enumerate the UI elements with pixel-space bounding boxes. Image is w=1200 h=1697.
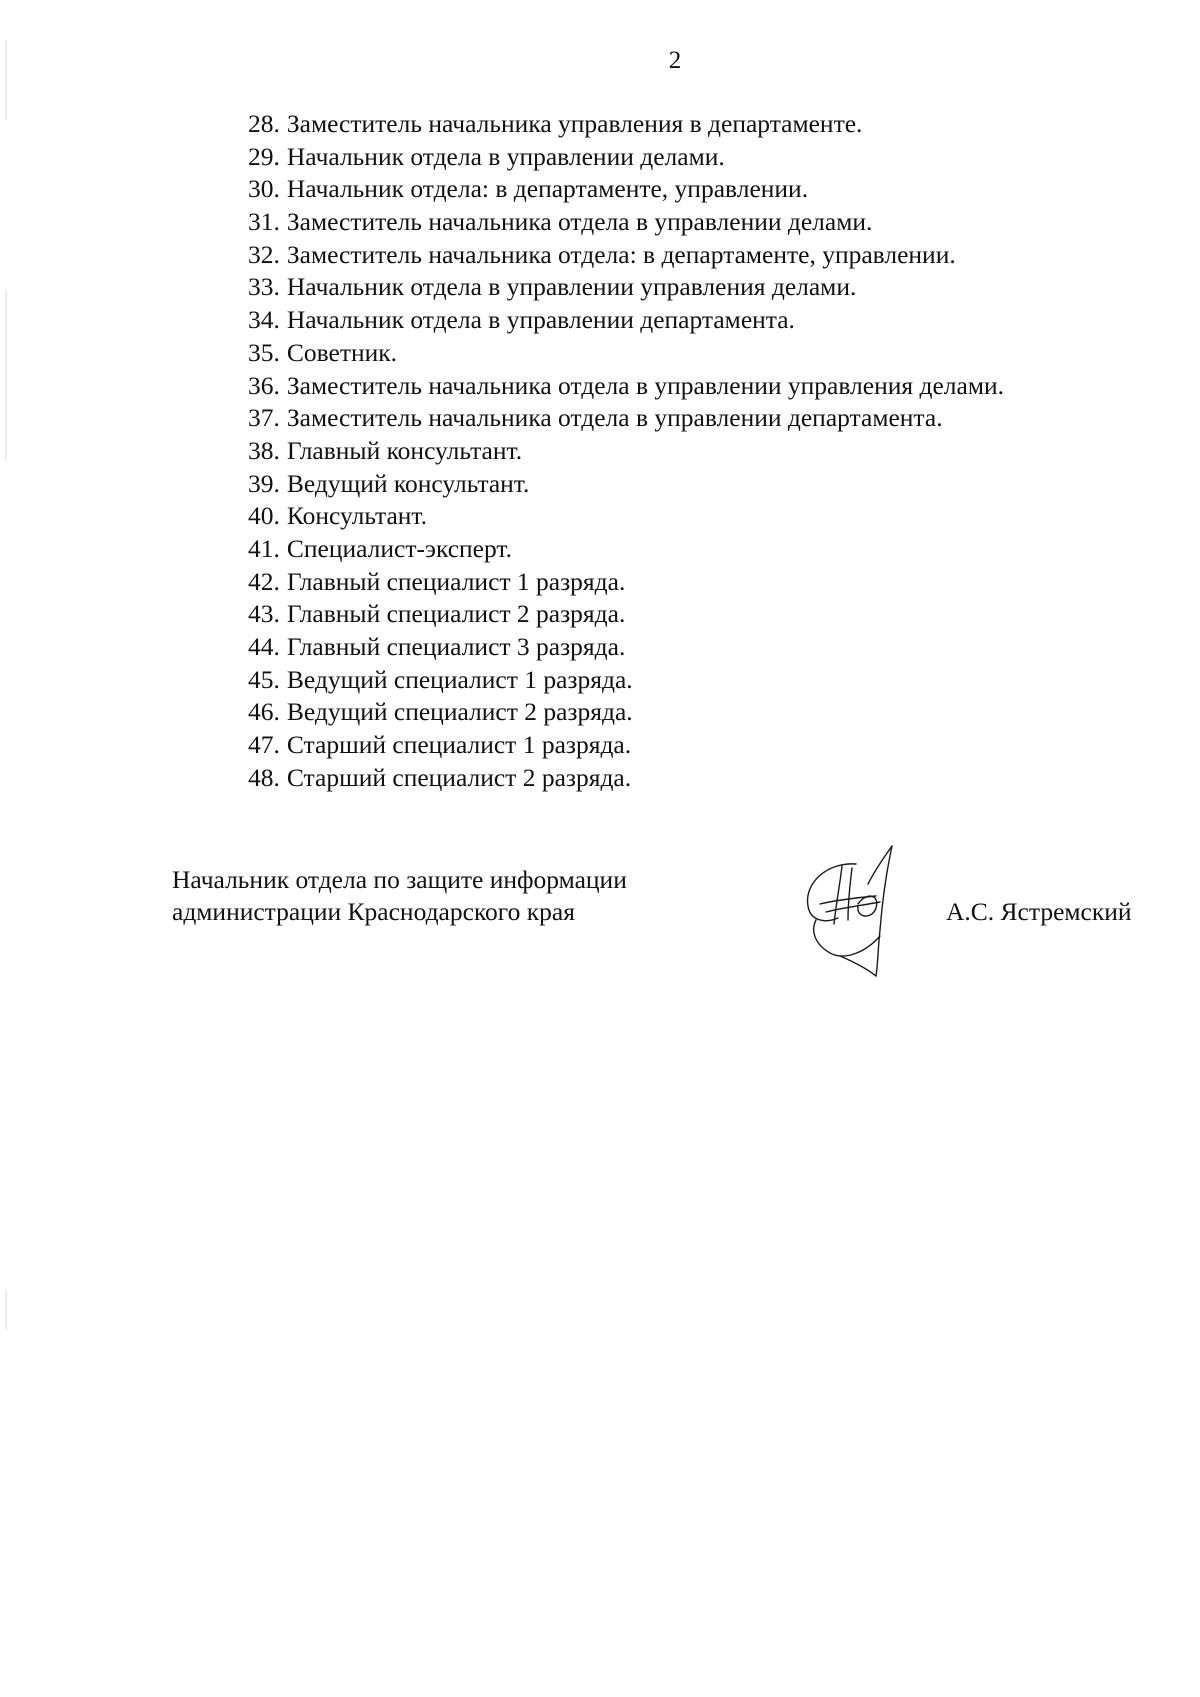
position-title: Старший специалист 1 разряда. (286, 730, 632, 760)
position-number: 33 . (248, 271, 280, 304)
position-item (248, 435, 1004, 468)
position-number: 36 . (248, 370, 280, 403)
position-title: Ведущий консультант. (286, 468, 530, 498)
position-number: 28 . (248, 108, 280, 141)
position-number: 43 . (248, 598, 280, 631)
positions-list (248, 108, 1004, 794)
position-title: Начальник отдела в управлении управления делами. (286, 272, 857, 302)
scan-margin-specks (4, 40, 8, 1340)
position-item (248, 762, 1004, 795)
position-title: Главный специалист 2 разряда. (286, 599, 626, 629)
position-number: 40 . (248, 500, 280, 533)
position-item (248, 664, 1004, 697)
position-title: Специалист-эксперт. (286, 533, 513, 563)
position-number: 29 . (248, 141, 280, 174)
position-number: 46 . (248, 696, 280, 729)
position-number: 30 . (248, 173, 280, 206)
position-number: 37 . (248, 402, 280, 435)
position-number: 39 . (248, 468, 280, 501)
position-title: Ведущий специалист 2 разряда. (286, 697, 633, 727)
position-title: Заместитель начальника отдела в управлении департамента. (286, 403, 943, 433)
handwritten-signature (796, 844, 906, 984)
position-number: 34 . (248, 304, 280, 337)
position-title: Старший специалист 2 разряда. (286, 762, 632, 792)
position-title: Главный специалист 3 разряда. (286, 632, 626, 661)
position-title: Заместитель начальника отдела в управлении управления делами. (286, 370, 1004, 400)
position-item (248, 598, 1004, 631)
signer-title-line-2: администрации Краснодарского края (172, 897, 575, 926)
position-number: 31 . (248, 206, 280, 239)
position-title: Начальник отдела в управлении делами. (286, 141, 725, 171)
position-number: 42 . (248, 566, 280, 599)
position-title: Консультант. (286, 501, 428, 531)
position-number: 35 . (248, 337, 280, 370)
position-item (248, 500, 1004, 533)
position-item (248, 239, 1004, 272)
position-item (248, 370, 1004, 403)
position-item (248, 696, 1004, 729)
position-title: Главный консультант. (286, 435, 523, 465)
position-item (248, 631, 1004, 664)
position-item (248, 271, 1004, 304)
position-number: 32 . (248, 239, 280, 272)
position-item (248, 533, 1004, 566)
position-item (248, 173, 1004, 206)
page-number: 2 (668, 47, 682, 74)
position-item (248, 141, 1004, 174)
signer-title (172, 864, 627, 928)
position-title: Заместитель начальника отдела: в департаменте, управлении. (286, 239, 956, 269)
position-title: Ведущий специалист 1 разряда. (286, 664, 633, 694)
position-title: Начальник отдела в управлении департамента. (286, 305, 795, 335)
position-item (248, 729, 1004, 762)
position-number: 44 . (248, 631, 280, 664)
position-title: Советник. (286, 337, 398, 367)
position-title: Начальник отдела: в департаменте, управлении. (286, 174, 809, 204)
position-item (248, 304, 1004, 337)
position-number: 41 . (248, 533, 280, 566)
position-number: 47 . (248, 729, 280, 762)
signer-name: А.С. Ястремский (946, 897, 1132, 926)
position-item (248, 566, 1004, 599)
position-title: Главный специалист 1 разряда. (286, 566, 626, 596)
position-item (248, 402, 1004, 435)
position-item (248, 337, 1004, 370)
position-number: 45 . (248, 664, 280, 697)
position-title: Заместитель начальника управления в департаменте. (286, 109, 863, 138)
position-number: 48 . (248, 762, 280, 795)
position-title: Заместитель начальника отдела в управлении делами. (286, 207, 873, 237)
position-item (248, 206, 1004, 239)
position-item (248, 468, 1004, 501)
position-number: 38 . (248, 435, 280, 468)
position-item (248, 108, 1004, 141)
signer-title-line-1: Начальник отдела по защите информации (172, 865, 627, 894)
